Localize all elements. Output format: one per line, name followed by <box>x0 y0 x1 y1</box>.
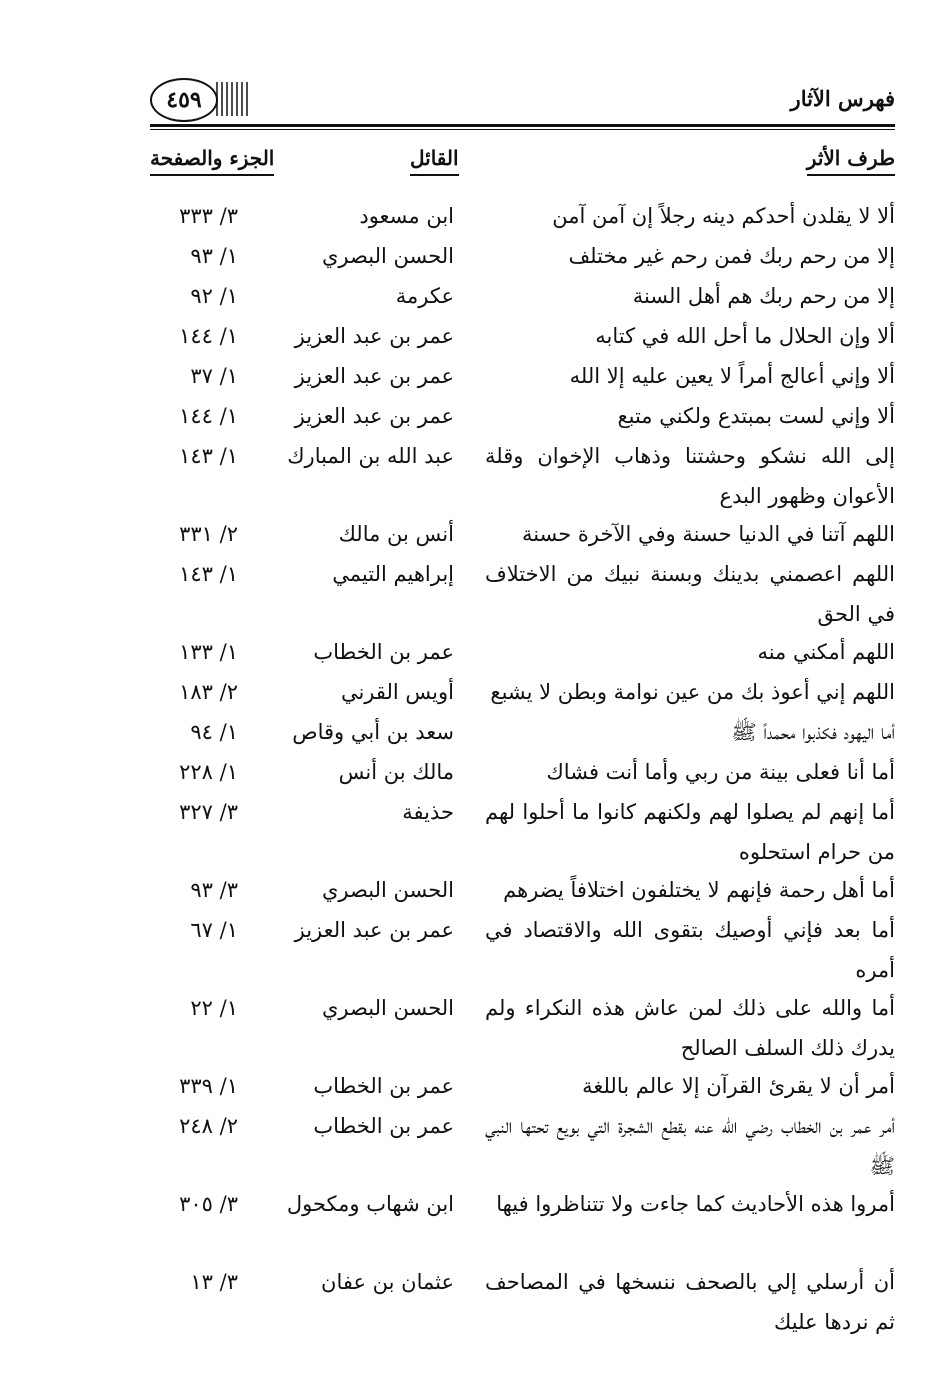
sayer-name: عمر بن عبد العزيز <box>294 404 454 428</box>
sayer-name: مالك بن أنس <box>338 760 454 784</box>
volume-page-ref: ١/ ٦٧ <box>190 918 238 942</box>
volume-page-ref: ١/ ٩٢ <box>190 284 238 308</box>
volume-page-ref: ١/ ٢٢٨ <box>179 760 238 784</box>
athar-text: أمر عمر بن الخطاب رضي الله عنه بقطع الشجرة التي بويع تحتها النبي ﷺ <box>485 1114 895 1178</box>
athar-text: ألا وإني أعالج أمراً لا يعين عليه إلا الله <box>569 364 895 388</box>
sayer-name: سعد بن أبي وقاص <box>292 720 454 744</box>
athar-text: اللهم أمكني منه <box>757 640 895 664</box>
sayer-name: عمر بن عبد العزيز <box>294 324 454 348</box>
volume-page-ref: ١/ ١٤٤ <box>179 404 238 428</box>
sayer-name: عمر بن عبد العزيز <box>294 364 454 388</box>
volume-page-ref: ١/ ٩٤ <box>190 720 238 744</box>
athar-text: ألا لا يقلدن أحدكم دينه رجلاً إن آمن آمن <box>552 204 895 228</box>
volume-page-ref: ٣/ ٩٣ <box>190 878 238 902</box>
volume-page-ref: ١/ ٣٧ <box>190 364 238 388</box>
athar-text: ألا وإني لست بمبتدع ولكني متبع <box>617 404 895 428</box>
volume-page-ref: ١/ ٩٣ <box>190 244 238 268</box>
sayer-name: عكرمة <box>395 284 454 308</box>
sayer-name: الحسن البصري <box>322 996 454 1020</box>
volume-page-ref: ٣/ ٣٠٥ <box>179 1192 238 1216</box>
sayer-name: عمر بن الخطاب <box>313 640 454 664</box>
athar-text: أمر أن لا يقرئ القرآن إلا عالم باللغة <box>582 1074 895 1098</box>
athar-text: اللهم اعصمني بدينك وبسنة نبيك من الاختلاف في الحق <box>485 562 895 626</box>
sayer-name: أنس بن مالك <box>338 522 454 546</box>
volume-page-ref: ١/ ١٤٤ <box>179 324 238 348</box>
volume-page-ref: ٢/ ٢٤٨ <box>179 1114 238 1138</box>
athar-text: أما إنهم لم يصلوا لهم ولكنهم كانوا ما أحلوا لهم من حرام استحلوه <box>485 800 895 864</box>
column-header-sayer: القائل <box>410 146 459 176</box>
athar-text: اللهم آتنا في الدنيا حسنة وفي الآخرة حسنة <box>521 522 895 546</box>
athar-text: أما والله على ذلك لمن عاش هذه النكراء ولم يدرك ذلك السلف الصالح <box>485 996 895 1060</box>
volume-page-ref: ٣/ ٣٢٧ <box>179 800 238 824</box>
volume-page-ref: ١/ ٣٣٩ <box>179 1074 238 1098</box>
athar-text: ألا وإن الحلال ما أحل الله في كتابه <box>595 324 895 348</box>
sayer-name: عثمان بن عفان <box>321 1270 454 1294</box>
column-header-ref: الجزء والصفحة <box>150 146 274 176</box>
athar-text: أما أنا فعلى بينة من ربي وأما أنت فشاك <box>546 760 895 784</box>
athar-text: أمروا هذه الأحاديث كما جاءت ولا تتناظروا فيها <box>496 1192 895 1216</box>
athar-text: إلا من رحم ربك هم أهل السنة <box>632 284 895 308</box>
sayer-name: ابن شهاب ومكحول <box>286 1192 454 1216</box>
sayer-name: إبراهيم التيمي <box>332 562 454 586</box>
volume-page-ref: ٣/ ٣٣٣ <box>179 204 238 228</box>
athar-text: أما بعد فإني أوصيك بتقوى الله والاقتصاد في أمره <box>485 918 895 982</box>
volume-page-ref: ٢/ ١٨٣ <box>179 680 238 704</box>
sayer-name: ابن مسعود <box>359 204 454 228</box>
sayer-name: عبد الله بن المبارك <box>287 444 454 468</box>
volume-page-ref: ١/ ١٤٣ <box>179 444 238 468</box>
page-number: ٤٥٩ <box>150 78 218 122</box>
sayer-name: عمر بن الخطاب <box>313 1074 454 1098</box>
athar-text: اللهم إني أعوذ بك من عين نوامة وبطن لا يشبع <box>490 680 895 704</box>
athar-text: أما أهل رحمة فإنهم لا يختلفون اختلافاً يضرهم <box>503 878 895 902</box>
sayer-name: عمر بن الخطاب <box>313 1114 454 1138</box>
volume-page-ref: ٢/ ٣٣١ <box>179 522 238 546</box>
volume-page-ref: ٣/ ١٣ <box>190 1270 238 1294</box>
athar-text: أن أرسلي إلي بالصحف ننسخها في المصاحف ثم نردها عليك <box>485 1270 895 1334</box>
running-header-title: فهرس الآثار <box>790 86 895 111</box>
sayer-name: حذيفة <box>402 800 454 824</box>
sayer-name: عمر بن عبد العزيز <box>294 918 454 942</box>
volume-page-ref: ١/ ١٤٣ <box>179 562 238 586</box>
athar-text: إلا من رحم ربك فمن رحم غير مختلف <box>568 244 895 268</box>
volume-page-ref: ١/ ١٣٣ <box>179 640 238 664</box>
athar-text: إلى الله نشكو وحشتنا وذهاب الإخوان وقلة الأعوان وظهور البدع <box>485 444 895 508</box>
sayer-name: الحسن البصري <box>322 244 454 268</box>
athar-text: أما اليهود فكذبوا محمداً ﷺ <box>731 720 895 744</box>
sayer-name: الحسن البصري <box>322 878 454 902</box>
volume-page-ref: ١/ ٢٢ <box>190 996 238 1020</box>
column-header-text: طرف الأثر <box>807 146 895 176</box>
sayer-name: أويس القرني <box>340 680 454 704</box>
